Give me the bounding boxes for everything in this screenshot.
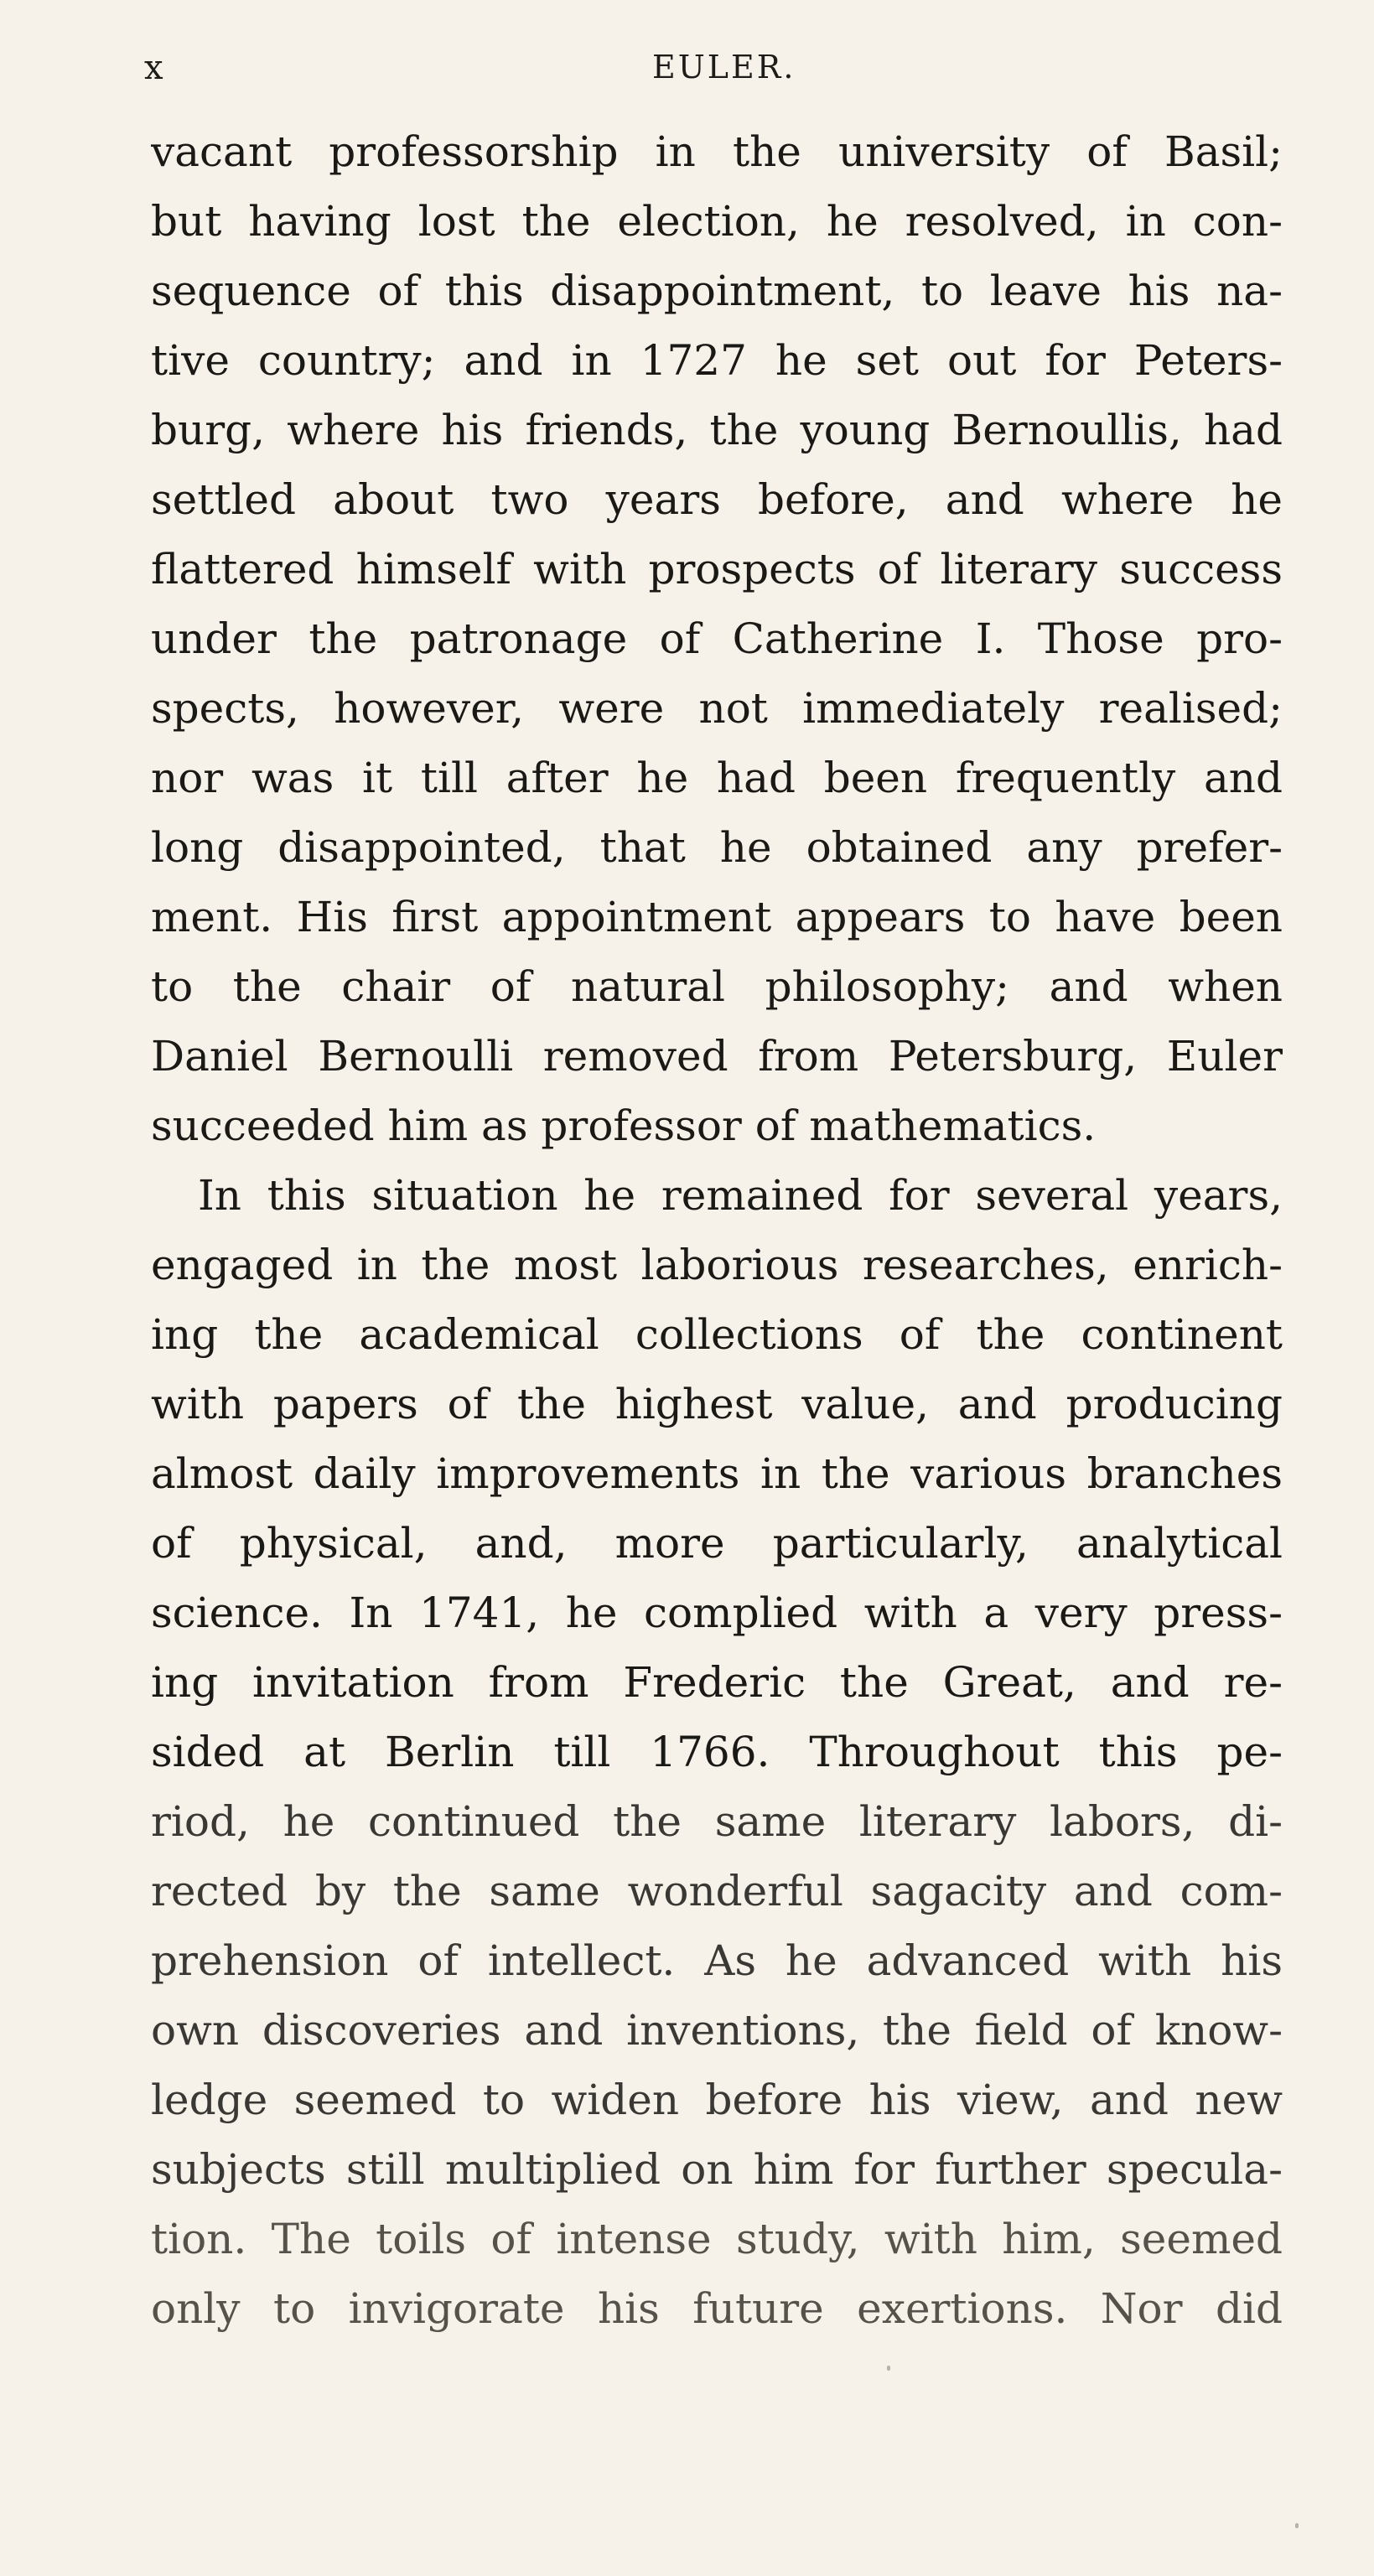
text-line: almost daily improvements in the various branches xyxy=(151,1449,1283,1498)
text-line: tive country; and in 1727 he set out for Peters- xyxy=(151,336,1283,385)
text-line: riod, he continued the same literary labors, di- xyxy=(151,1797,1283,1846)
text-line: sided at Berlin till 1766. Throughout this pe- xyxy=(151,1728,1283,1776)
text-line: ing the academical collections of the continent xyxy=(151,1310,1283,1359)
text-line: In this situation he remained for several years, xyxy=(198,1171,1283,1220)
text-line: prehension of intellect. As he advanced with his xyxy=(151,1936,1283,1985)
text-line: ing invitation from Frederic the Great, and re- xyxy=(151,1658,1283,1707)
text-line: burg, where his friends, the young Bernoullis, had xyxy=(151,406,1283,454)
text-line: only to invigorate his future exertions. Nor did xyxy=(151,2284,1283,2333)
text-line: spects, however, were not immediately realised; xyxy=(151,684,1283,733)
text-line: nor was it till after he had been frequently and xyxy=(151,754,1283,802)
page-header xyxy=(144,49,1284,99)
text-line: ledge seemed to widen before his view, and new xyxy=(151,2076,1283,2124)
text-line: flattered himself with prospects of literary success xyxy=(151,545,1283,593)
text-line: ment. His first appointment appears to have been xyxy=(151,893,1283,941)
paper-speck xyxy=(1295,2523,1299,2528)
text-line: succeeded him as professor of mathematics. xyxy=(151,1101,1097,1150)
text-line: settled about two years before, and where he xyxy=(151,475,1283,524)
text-line: but having lost the election, he resolved, in con- xyxy=(151,197,1283,246)
text-line: own discoveries and inventions, the field of know- xyxy=(151,2006,1283,2055)
text-line: long disappointed, that he obtained any prefer- xyxy=(151,823,1283,872)
text-line: with papers of the highest value, and producing xyxy=(151,1380,1283,1428)
running-head: EULER. xyxy=(652,49,796,86)
page-number: x xyxy=(144,49,164,87)
text-line: under the patronage of Catherine I. Those pro- xyxy=(151,614,1283,663)
text-line: of physical, and, more particularly, analytical xyxy=(151,1519,1283,1568)
text-line: sequence of this disappointment, to leave his na- xyxy=(151,267,1283,315)
text-line: vacant professorship in the university of Basil; xyxy=(151,127,1283,176)
text-line: subjects still multiplied on him for further specula- xyxy=(151,2145,1283,2194)
text-line: Daniel Bernoulli removed from Petersburg, Euler xyxy=(151,1032,1283,1081)
text-line: tion. The toils of intense study, with him, seemed xyxy=(151,2215,1283,2263)
text-line: science. In 1741, he complied with a very press- xyxy=(151,1589,1283,1637)
text-line: rected by the same wonderful sagacity and com- xyxy=(151,1867,1283,1915)
text-line: engaged in the most laborious researches, enrich- xyxy=(151,1241,1283,1289)
body-text xyxy=(151,117,1283,2344)
text-line: to the chair of natural philosophy; and when xyxy=(151,962,1283,1011)
paper-speck xyxy=(887,2366,890,2371)
